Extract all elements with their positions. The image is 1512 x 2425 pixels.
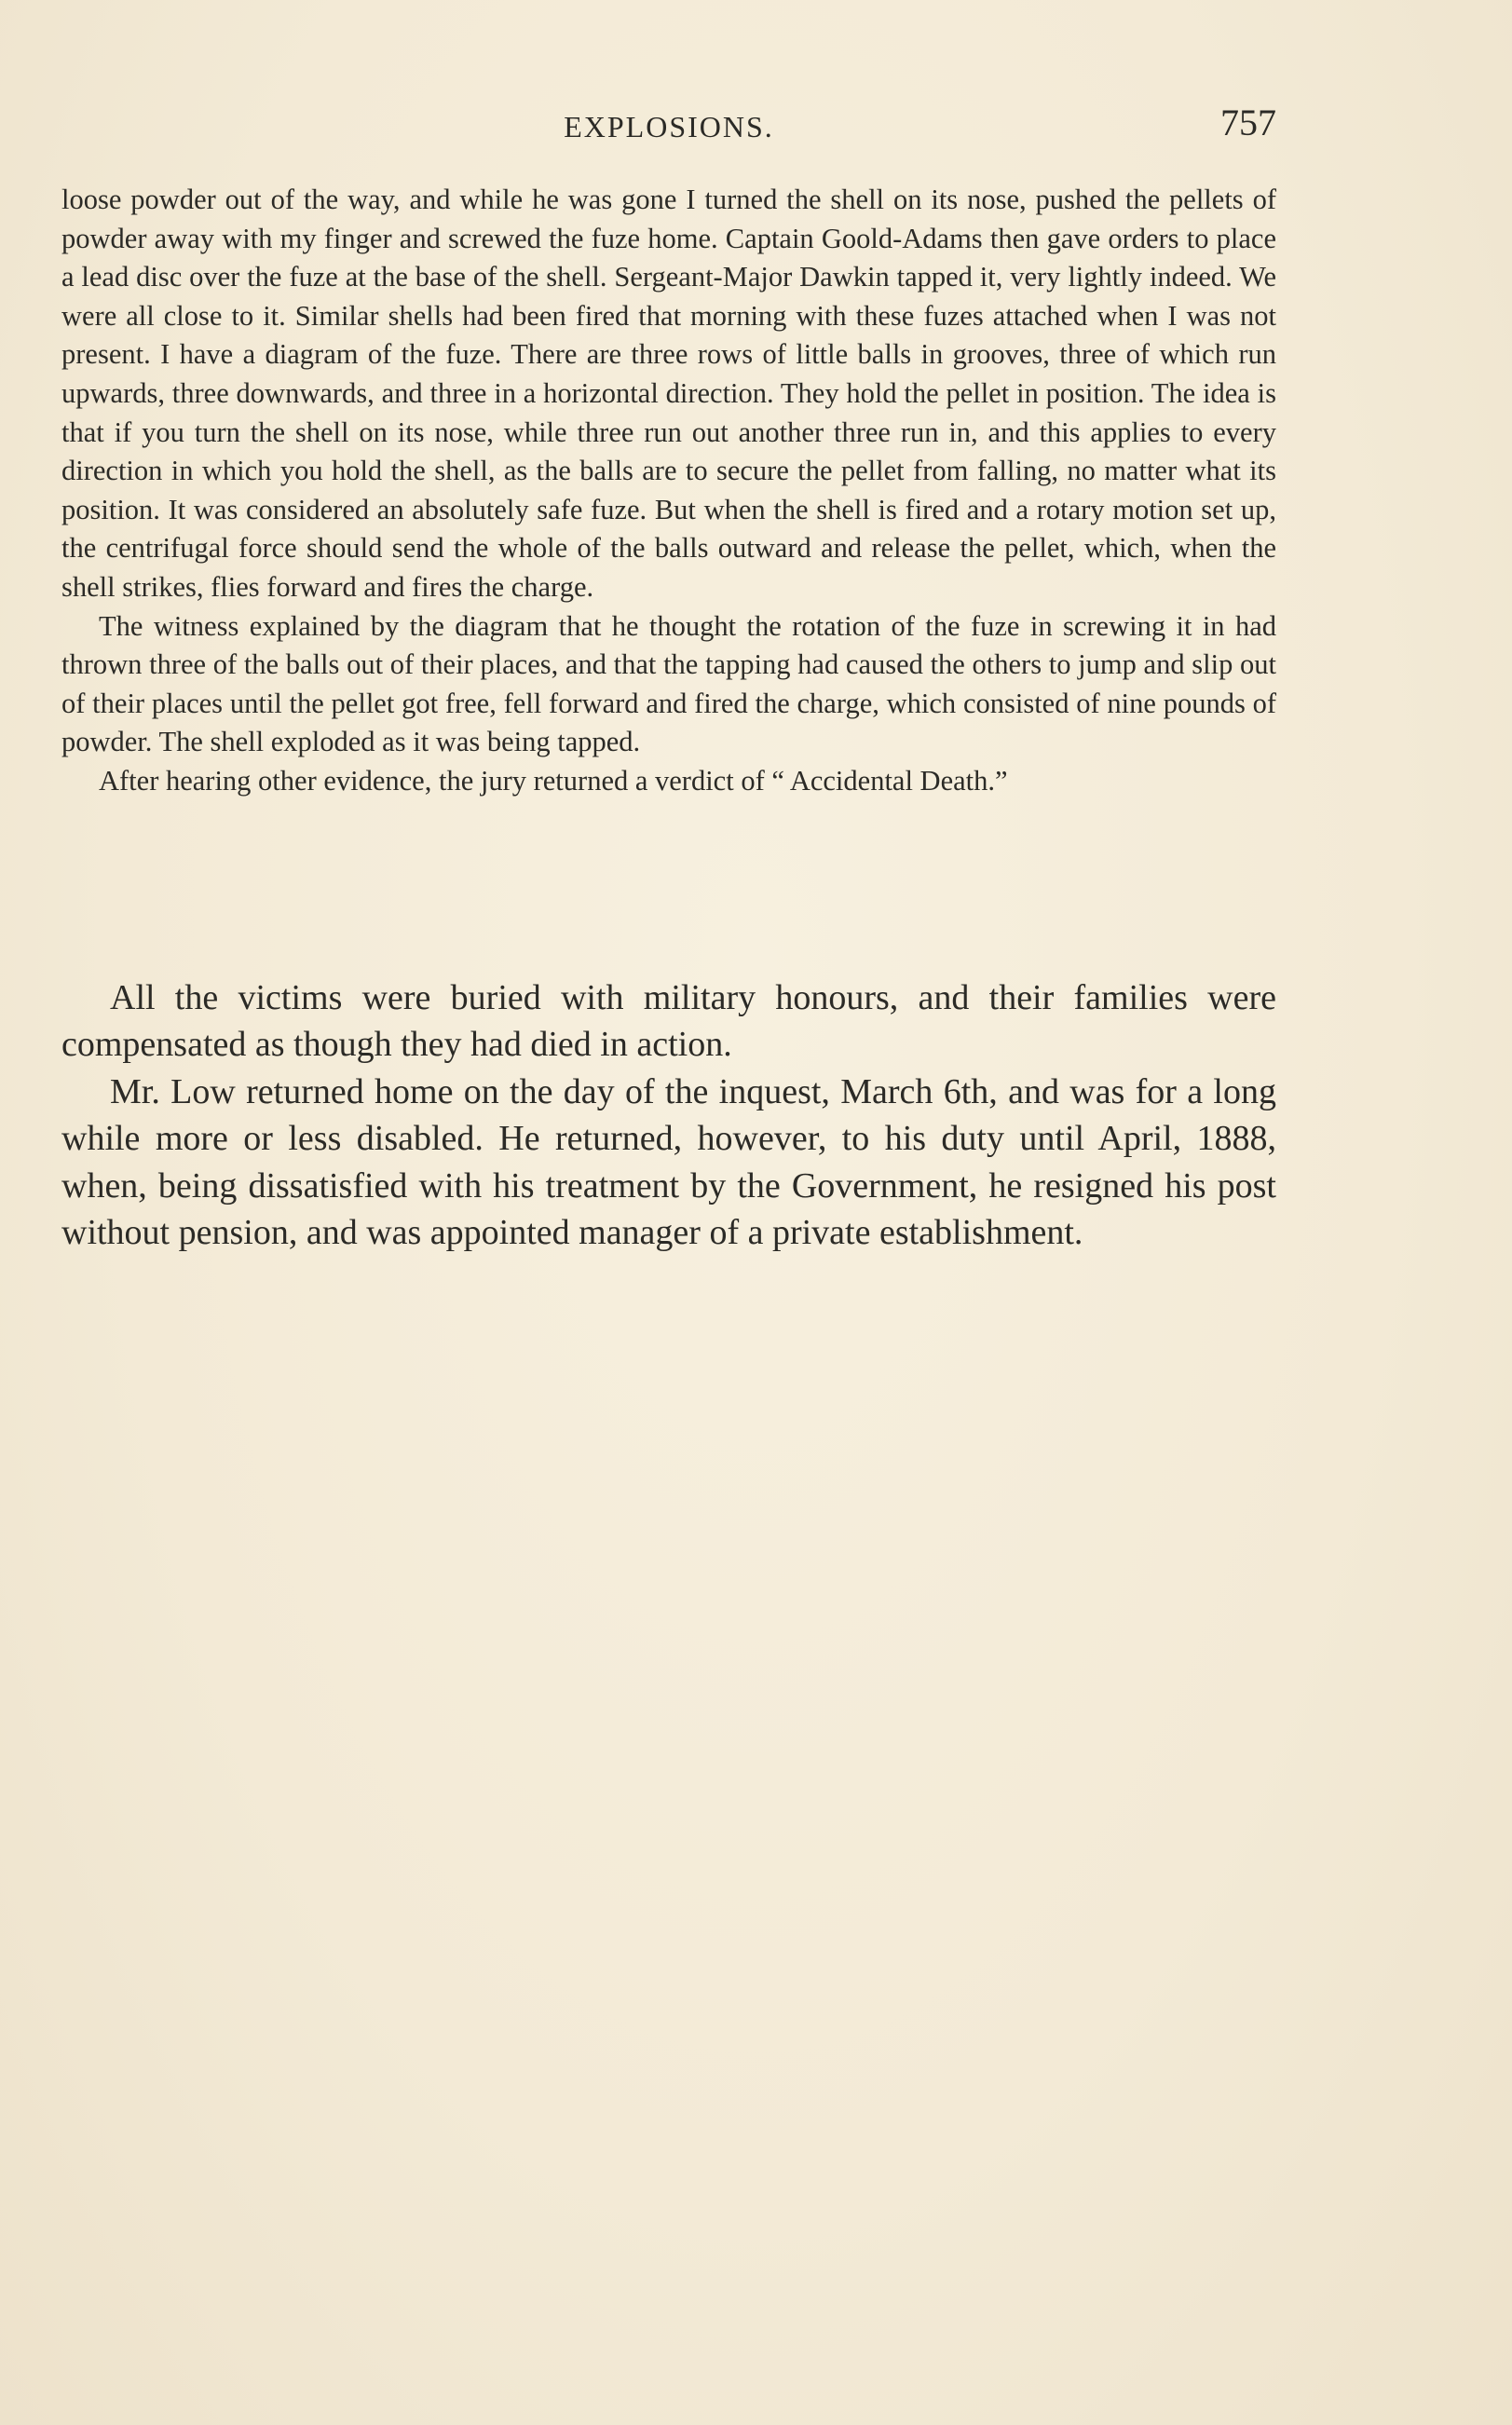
page-number: 757 [1220, 102, 1276, 143]
testimony-paragraph: The witness explained by the diagram that he thought the rotation of the fuze in screwing it in had thrown three of the balls out of their places, and that the tapping had caused the others to jump and slip out of their places until the pellet got free, fell forward and fired the charge, which consisted of nine pounds of powder. The shell exploded as it was being tapped. [61, 609, 1276, 758]
quoted-testimony [61, 181, 1276, 801]
body-paragraph: Mr. Low returned home on the day of the inquest, March 6th, and was for a long while more or less disabled. He returned, however, to his duty until April, 1888, when, being dissatisfied with his treatment by the Government, he resigned his post without pension, and was appointed manager of a private establishment. [61, 1071, 1276, 1253]
testimony-paragraph: loose powder out of the way, and while he was gone I turned the shell on its nose, pushed the pellets of powder away with my finger and screwed the fuze home. Captain Goold-Adams then gave orders to place a lead disc over the fuze at the base of the shell. Sergeant-Major Dawkin tapped it, very lightly indeed. We were all close to it. Similar shells had been fired that morning with these fuzes attached when I was not present. I have a diagram of the fuze. There are three rows of little balls in grooves, three of which run upwards, three downwards, and three in a horizontal direction. They hold the pellet in position. The idea is that if you turn the shell on its nose, while three run out another three run in, and this applies to every direction in which you hold the shell, as the balls are to secure the pellet from falling, no matter what its position. It was considered an absolutely safe fuze. But when the shell is fired and a rotary motion set up, the centrifugal force should send the whole of the balls outward and release the pellet, which, when the shell strikes, flies forward and fires the charge. [61, 184, 1276, 603]
body-paragraph: All the victims were buried with military honours, and their families were compensated as though they had died in action. [61, 978, 1276, 1065]
running-title: EXPLOSIONS. [564, 110, 774, 143]
page-header [61, 101, 1276, 147]
main-body-text [61, 974, 1276, 1256]
testimony-paragraph: After hearing other evidence, the jury returned a verdict of “ Accidental Death.” [99, 764, 1008, 797]
